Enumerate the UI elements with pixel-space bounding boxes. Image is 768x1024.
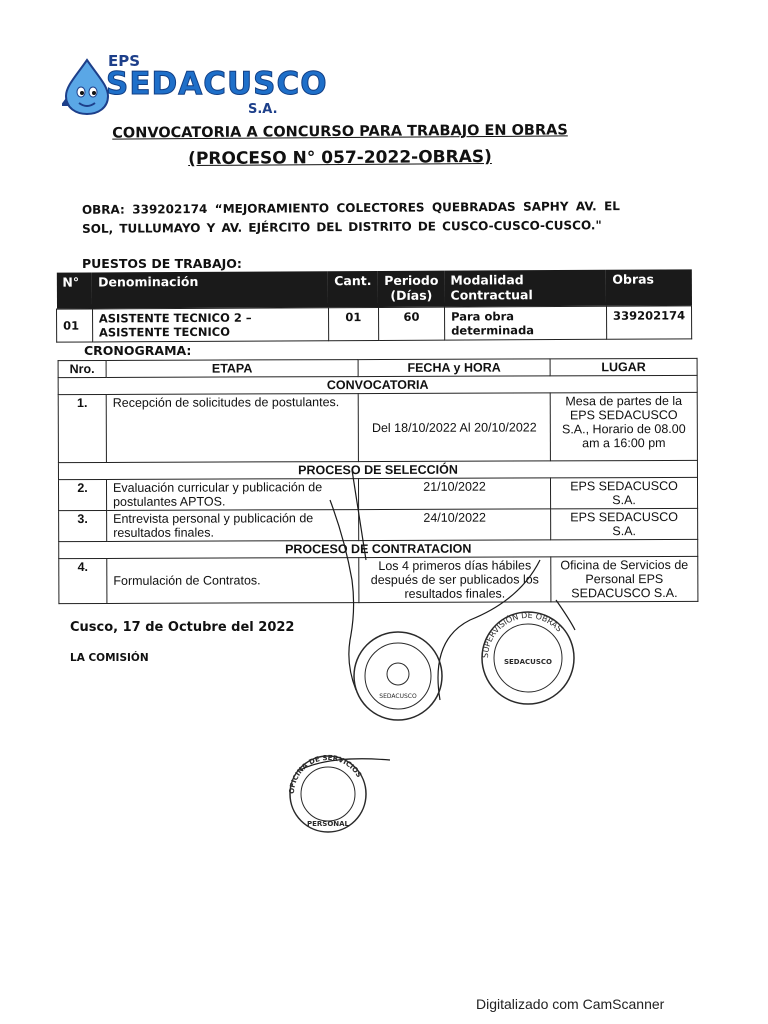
col-lugar: LUGAR xyxy=(550,358,697,376)
cell-lugar: Oficina de Servicios de Personal EPS SEDACUSCO S.A. xyxy=(551,556,698,602)
signature-label: LA COMISIÓN xyxy=(70,652,149,664)
section-title: PROCESO DE CONTRATACION xyxy=(59,539,698,558)
cronograma-table xyxy=(58,358,699,604)
cell-fecha: 21/10/2022 xyxy=(358,478,550,510)
stamp-b-ring-text: SUPERVISIÓN DE OBRAS xyxy=(480,610,564,659)
cell-nro: 3. xyxy=(59,510,107,541)
cell-obras: 339202174 xyxy=(606,305,691,338)
cell-etapa: Evaluación curricular y publicación de postulantes APTOS. xyxy=(106,479,358,511)
cell-nro: 1. xyxy=(58,394,106,462)
stamp-b-center-text: SEDACUSCO xyxy=(503,658,553,666)
table-row xyxy=(58,392,697,462)
puestos-header-row xyxy=(56,269,691,308)
cell-periodo: 60 xyxy=(378,307,444,340)
table-row xyxy=(58,477,697,510)
sedacusco-logo xyxy=(62,52,328,122)
cell-etapa: Entrevista personal y publicación de resultados finales. xyxy=(107,510,359,542)
cell-fecha: 24/10/2022 xyxy=(359,509,551,541)
logo-name-text: SEDACUSCO xyxy=(106,66,328,102)
process-number: (PROCESO N° 057-2022-OBRAS) xyxy=(188,146,492,170)
cell-n: 01 xyxy=(57,308,93,341)
cell-fecha: Los 4 primeros días hábiles después de ser publicados los resultados finales. xyxy=(359,557,551,603)
cell-lugar: EPS SEDACUSCO S.A. xyxy=(550,477,697,509)
section-title: PROCESO DE SELECCIÓN xyxy=(58,460,697,479)
cell-fecha: Del 18/10/2022 Al 20/10/2022 xyxy=(358,393,550,462)
cell-lugar: EPS SEDACUSCO S.A. xyxy=(551,508,698,540)
puestos-label: PUESTOS DE TRABAJO: xyxy=(82,256,242,271)
stamp-c-bottom-text: PERSONAL xyxy=(306,820,350,828)
cell-cant: 01 xyxy=(328,307,378,340)
cell-modalidad: Para obra determinada xyxy=(445,306,607,340)
col-modalidad: Modalidad Contractual xyxy=(444,270,606,307)
puestos-table xyxy=(56,269,692,342)
table-row xyxy=(59,556,698,603)
logo-sa-text: S.A. xyxy=(248,102,278,117)
col-nro: Nro. xyxy=(58,360,106,377)
stamp-c-ring-text: OFICINA DE SERVICIOS xyxy=(287,753,364,795)
cell-nro: 2. xyxy=(58,479,106,510)
section-title: CONVOCATORIA xyxy=(58,375,697,394)
scanner-watermark: Digitalizado com CamScanner xyxy=(476,996,665,1012)
col-n: N° xyxy=(56,272,92,308)
cell-etapa: Recepción de solicitudes de postulantes. xyxy=(106,394,358,463)
date-line: Cusco, 17 de Octubre del 2022 xyxy=(70,620,295,635)
logo-eps-text: EPS xyxy=(108,52,141,70)
col-etapa: ETAPA xyxy=(106,360,358,378)
document-title: CONVOCATORIA A CONCURSO PARA TRABAJO EN OBRAS xyxy=(112,122,568,142)
table-row xyxy=(57,305,692,341)
water-drop-mascot-icon xyxy=(62,58,112,116)
col-denominacion: Denominación xyxy=(92,271,328,308)
cell-etapa: Formulación de Contratos. xyxy=(107,558,359,604)
stamp-sedacusco-icon xyxy=(354,632,442,720)
col-fecha: FECHA y HORA xyxy=(358,359,550,377)
cell-nro: 4. xyxy=(59,558,107,603)
stamp-a-text: SEDACUSCO xyxy=(379,693,417,700)
stamp-supervision-icon xyxy=(481,611,574,704)
cronograma-label: CRONOGRAMA: xyxy=(84,343,192,358)
cell-denominacion: ASISTENTE TECNICO 2 – ASISTENTE TECNICO xyxy=(92,307,328,341)
obra-description: OBRA: 339202174 “MEJORAMIENTO COLECTORES QUEBRADAS SAPHY AV. EL SOL, TULLUMAYO Y AV. EJÉRCITO DEL DISTRITO DE CUSCO-CUSCO-CUSCO." xyxy=(81,199,620,236)
col-periodo: Periodo (Días) xyxy=(378,271,444,307)
stamp-oficina-personal-icon xyxy=(288,754,366,832)
table-row xyxy=(59,508,698,541)
cell-lugar: Mesa de partes de la EPS SEDACUSCO S.A., Horario de 08.00 am a 16:00 pm xyxy=(550,392,697,461)
svg-text:OFICINA DE SERVICIOS xyxy=(288,754,363,794)
col-cant: Cant. xyxy=(328,271,378,307)
col-obras: Obras xyxy=(606,269,691,305)
svg-text:SUPERVISIÓN DE OBRAS xyxy=(481,611,564,658)
